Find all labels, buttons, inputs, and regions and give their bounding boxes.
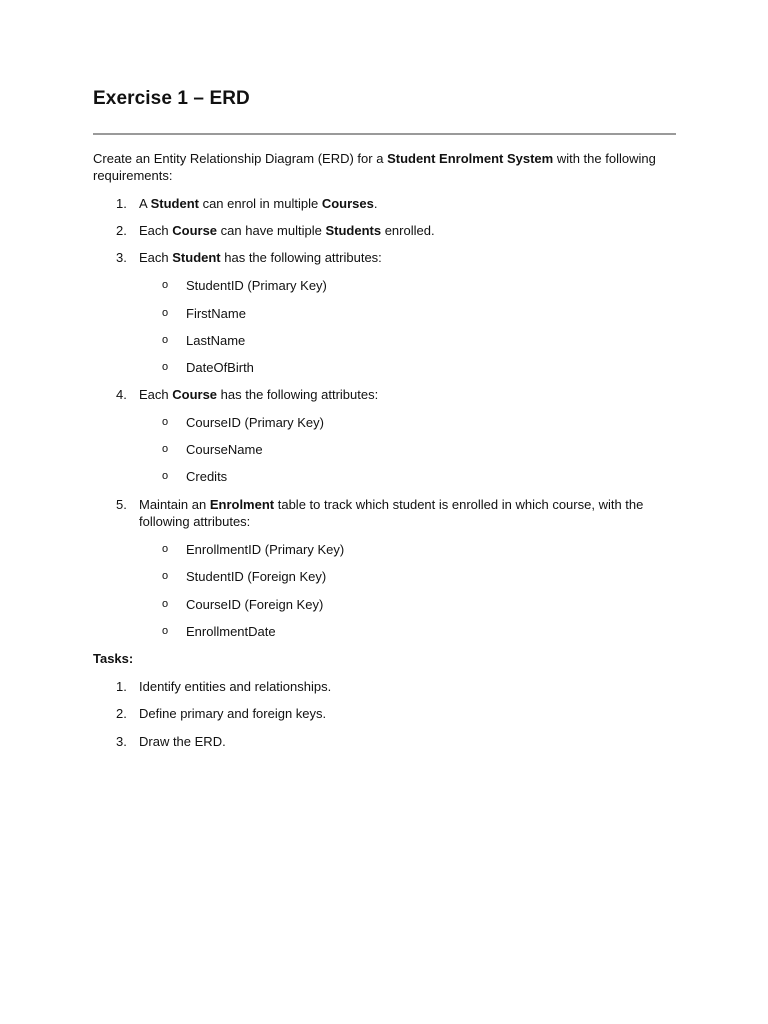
requirement-bold: Students xyxy=(325,223,382,238)
task-item: Identify entities and relationships. xyxy=(139,679,332,694)
page-title: Exercise 1 – ERD xyxy=(93,88,250,109)
requirement-text: Each xyxy=(139,223,173,238)
list-number: 4. xyxy=(116,387,127,402)
attribute-item: DateOfBirth xyxy=(186,360,254,375)
requirement-bold: Student xyxy=(150,196,199,211)
requirement-item xyxy=(139,249,679,266)
horizontal-rule xyxy=(93,133,676,135)
requirement-text: Maintain an xyxy=(139,497,210,512)
tasks-heading: Tasks: xyxy=(93,651,134,666)
attribute-item: CourseName xyxy=(186,442,263,457)
bullet-icon: o xyxy=(162,470,169,482)
requirement-item xyxy=(139,496,679,530)
requirement-text: Each xyxy=(139,250,173,265)
list-number: 5. xyxy=(116,497,127,512)
requirement-item xyxy=(139,386,679,403)
attribute-item: EnrollmentDate xyxy=(186,624,276,639)
intro-text: with the following requirements: xyxy=(93,151,656,183)
requirement-text: enrolled. xyxy=(381,223,435,238)
attribute-item: Credits xyxy=(186,469,228,484)
list-number: 1. xyxy=(116,196,127,211)
bullet-icon: o xyxy=(162,443,169,455)
list-number: 2. xyxy=(116,706,127,721)
list-number: 2. xyxy=(116,223,127,238)
attribute-item: LastName xyxy=(186,333,246,348)
bullet-icon: o xyxy=(162,416,169,428)
requirement-text: Each xyxy=(139,387,173,402)
attribute-item: EnrollmentID (Primary Key) xyxy=(186,542,345,557)
attribute-item: CourseID (Primary Key) xyxy=(186,415,324,430)
requirement-text: has the following attributes: xyxy=(220,250,382,265)
requirement-text: table to track which student is enrolled in which course, with the following attributes: xyxy=(139,497,644,529)
bullet-icon: o xyxy=(162,570,169,582)
task-item: Draw the ERD. xyxy=(139,734,226,749)
list-number: 3. xyxy=(116,250,127,265)
attribute-item: FirstName xyxy=(186,306,246,321)
requirement-item xyxy=(139,222,679,239)
requirement-text: . xyxy=(373,196,378,211)
bullet-icon: o xyxy=(162,334,169,346)
attribute-item: StudentID (Primary Key) xyxy=(186,278,327,293)
bullet-icon: o xyxy=(162,543,169,555)
bullet-icon: o xyxy=(162,307,169,319)
bullet-icon: o xyxy=(162,361,169,373)
requirement-text: can enrol in multiple xyxy=(198,196,322,211)
requirement-bold: Enrolment xyxy=(209,497,275,512)
intro-bold: Student Enrolment System xyxy=(387,151,554,166)
intro-paragraph xyxy=(93,150,676,184)
attribute-item: StudentID (Foreign Key) xyxy=(186,569,327,584)
requirement-bold: Student xyxy=(172,250,221,265)
bullet-icon: o xyxy=(162,625,169,637)
bullet-icon: o xyxy=(162,279,169,291)
requirement-item xyxy=(139,195,679,212)
requirement-bold: Course xyxy=(172,387,218,402)
requirement-bold: Courses xyxy=(321,196,374,211)
attribute-item: CourseID (Foreign Key) xyxy=(186,597,324,612)
requirement-text: can have multiple xyxy=(217,223,326,238)
bullet-icon: o xyxy=(162,598,169,610)
intro-text: Create an Entity Relationship Diagram (ERD) for a xyxy=(93,151,388,166)
list-number: 1. xyxy=(116,679,127,694)
task-item: Define primary and foreign keys. xyxy=(139,706,327,721)
requirement-bold: Course xyxy=(172,223,218,238)
requirement-text: has the following attributes: xyxy=(217,387,379,402)
list-number: 3. xyxy=(116,734,127,749)
requirement-text: A xyxy=(139,196,151,211)
